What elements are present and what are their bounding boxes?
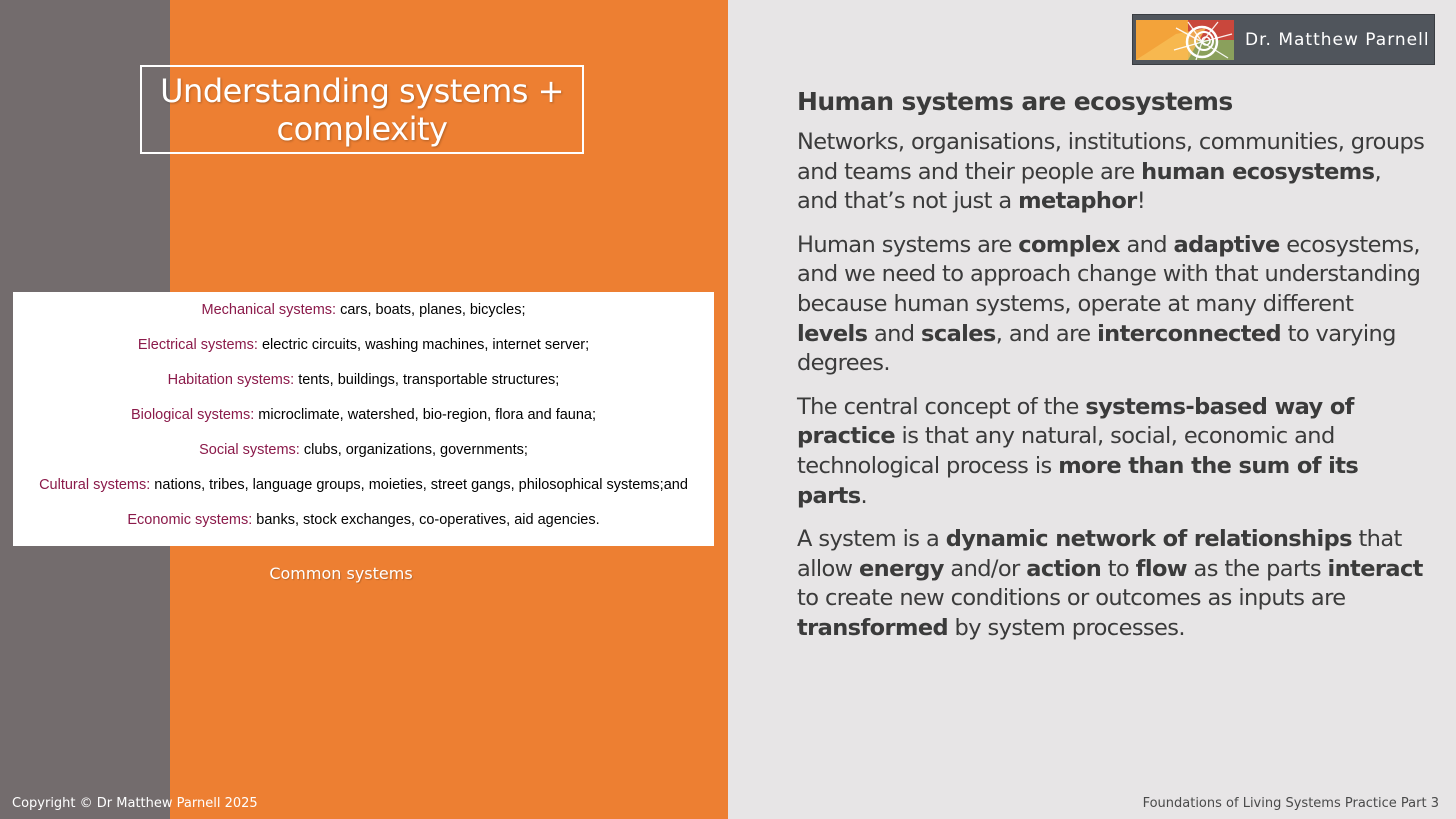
author-logo: [1132, 14, 1435, 65]
paragraph-text: , and that’s not just a: [797, 158, 1381, 215]
paragraph-text: to create new conditions or outcomes as inputs are: [797, 585, 1346, 612]
paragraph-text: A system is a: [797, 526, 946, 553]
content-heading: Human systems are ecosystems: [797, 87, 1233, 116]
paragraph-text: and/or: [943, 555, 1027, 582]
paragraph-text: as the parts: [1187, 555, 1328, 582]
system-row-habitation: [13, 370, 714, 405]
emphasis-text: dynamic network of relationships: [945, 526, 1352, 553]
system-row-economic: [13, 510, 714, 545]
paragraph-system-definition: [797, 525, 1427, 643]
paragraph-text: is that any natural, social, economic and technological process is: [797, 423, 1335, 479]
system-label: Social systems:: [199, 442, 300, 458]
emphasis-text: adaptive: [1173, 231, 1280, 258]
paragraph-text: .: [860, 482, 868, 509]
paragraph-systems-practice: [797, 393, 1427, 511]
system-label: Habitation systems:: [167, 372, 295, 388]
paragraph-text: to varying degrees.: [797, 320, 1396, 377]
emphasis-text: interact: [1327, 555, 1423, 582]
system-label: Biological systems:: [130, 407, 255, 423]
system-label: Economic systems:: [127, 512, 253, 528]
emphasis-text: complex: [1018, 231, 1120, 258]
emphasis-text: transformed: [797, 614, 948, 641]
spiral-shell-icon: [1136, 20, 1234, 60]
system-examples: tents, buildings, transportable structures;: [294, 372, 560, 388]
system-examples: clubs, organizations, governments;: [299, 442, 528, 458]
emphasis-text: scales: [921, 320, 996, 347]
paragraph-text: Human systems are: [797, 231, 1019, 258]
paragraph-text: Networks, organisations, institutions, communities, groups and teams and their people are: [797, 129, 1425, 185]
paragraph-text: !: [1136, 188, 1146, 215]
paragraph-text: and: [867, 320, 922, 347]
emphasis-text: more than the sum of its parts: [797, 452, 1359, 509]
emphasis-text: energy: [859, 555, 944, 582]
paragraph-complex-adaptive: [797, 231, 1427, 379]
system-examples: banks, stock exchanges, co-operatives, aid agencies.: [252, 512, 600, 528]
emphasis-text: metaphor: [1018, 188, 1137, 215]
author-name: Dr. Matthew Parnell: [1245, 30, 1430, 50]
paragraph-text: and: [1119, 231, 1174, 258]
system-row-electrical: [13, 335, 714, 370]
system-examples: cars, boats, planes, bicycles;: [336, 302, 526, 318]
common-systems-list: [13, 292, 714, 546]
system-examples: nations, tribes, language groups, moieties, street gangs, philosophical systems;and: [150, 477, 688, 493]
system-label: Cultural systems:: [39, 477, 151, 493]
slide-title-box: [140, 65, 584, 154]
copyright-notice: Copyright © Dr Matthew Parnell 2025: [12, 796, 258, 811]
paragraph-text: , and are: [995, 320, 1098, 347]
paragraph-text: ecosystems, and we need to approach change with that understanding because human systems, operate at many different: [797, 231, 1421, 317]
main-content: [797, 86, 1427, 658]
paragraph-text: that allow: [797, 526, 1402, 582]
slide-footer: Foundations of Living Systems Practice Part 3: [1142, 796, 1439, 811]
emphasis-text: action: [1026, 555, 1102, 582]
system-examples: microclimate, watershed, bio-region, flora and fauna;: [254, 407, 597, 423]
system-row-mechanical: [13, 300, 714, 335]
emphasis-text: flow: [1135, 555, 1187, 582]
emphasis-text: systems-based way of practice: [797, 393, 1354, 450]
paragraph-text: The central concept of the: [797, 393, 1086, 420]
emphasis-text: interconnected: [1097, 320, 1282, 347]
emphasis-text: human ecosystems: [1141, 158, 1375, 185]
common-systems-caption: Common systems: [269, 564, 413, 583]
paragraph-text: by system processes.: [948, 614, 1185, 641]
paragraph-human-ecosystems: [797, 128, 1427, 217]
system-row-biological: [13, 405, 714, 440]
emphasis-text: levels: [797, 320, 868, 347]
slide-title: Understanding systems + complexity: [160, 71, 564, 148]
system-row-social: [13, 440, 714, 475]
system-examples: electric circuits, washing machines, internet server;: [257, 337, 590, 353]
paragraph-text: to: [1101, 555, 1136, 582]
system-row-cultural: [13, 475, 714, 510]
system-label: Mechanical systems:: [201, 302, 337, 318]
system-label: Electrical systems:: [137, 337, 258, 353]
